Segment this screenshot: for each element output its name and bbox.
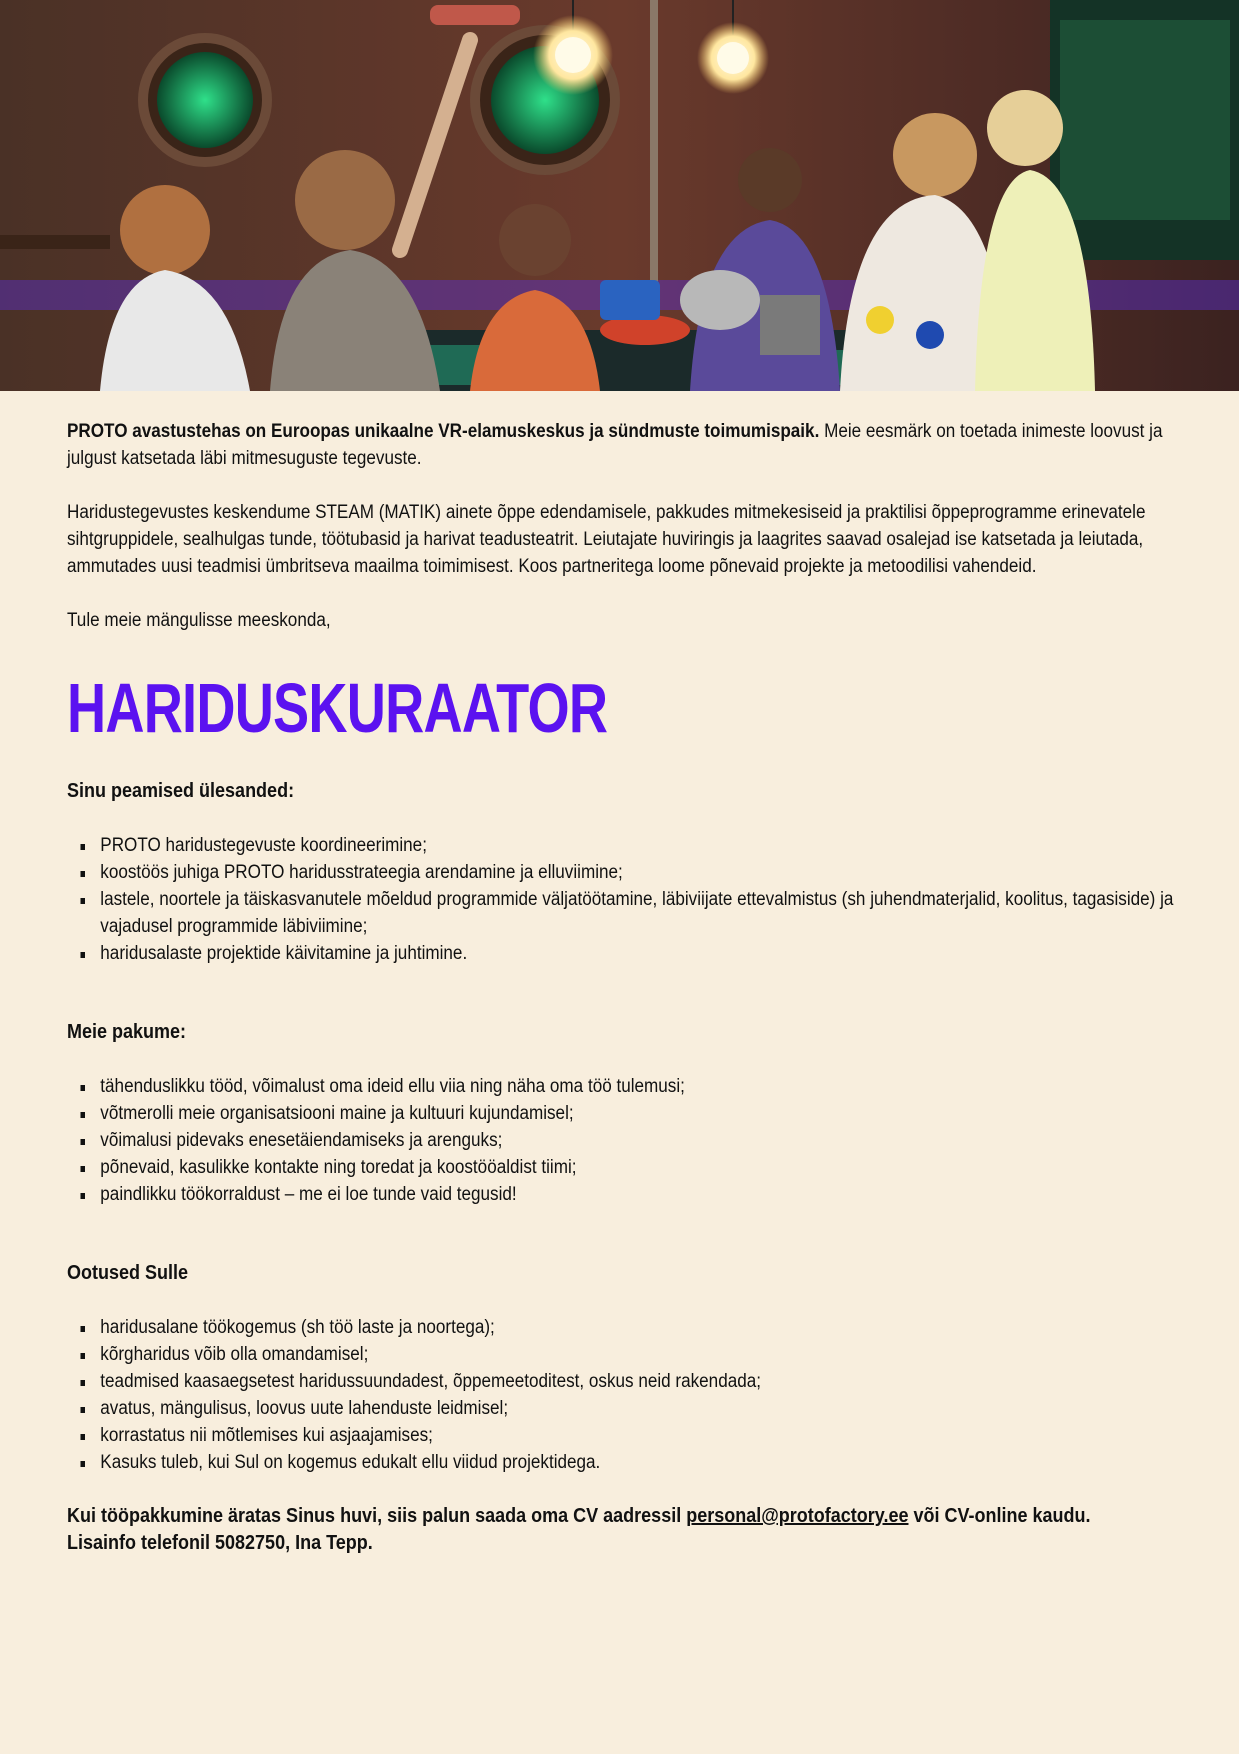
list-item: haridusalane töökogemus (sh töö laste ja noortega); [100, 1314, 1174, 1341]
list-item: lastele, noortele ja täiskasvanutele mõeldud programmide väljatöötamine, läbiviijate ettevalmistus (sh juhendmaterjalid, koolitus, tagasiside) ja vajadusel programmide läbiviimine; [100, 886, 1174, 940]
list-item: haridusalaste projektide käivitamine ja juhtimine. [100, 940, 1174, 967]
expectations-list [67, 1314, 1174, 1476]
education-paragraph: Haridustegevustes keskendume STEAM (MATIK) ainete õppe edendamisele, pakkudes mitmekesiseid ja praktilisi õppeprogramme erinevatele sihtgruppidele, sealhulgas tunde, töötubasid ja harivat teadusteatrit. Leiutajate huviringis ja laagrites saavad osalejad ise katsetada ja leiutada, ammutades uusi teadmisi ümbritseva maailma toimimisest. Koos partneritega loome põnevaid projekte ja metoodilisi vahendeid. [67, 502, 1146, 577]
list-item: tähenduslikku tööd, võimalust oma ideid ellu viia ning näha oma töö tulemusi; [100, 1073, 1174, 1100]
list-item: põnevaid, kasulikke kontakte ning toredat ja koostööaldist tiimi; [100, 1154, 1174, 1181]
list-item: võtmerolli meie organisatsiooni maine ja kultuuri kujundamisel; [100, 1100, 1174, 1127]
list-item: Kasuks tuleb, kui Sul on kogemus edukalt ellu viidud projektidega. [100, 1449, 1174, 1476]
hero-illustration [0, 0, 1239, 391]
list-item: kõrgharidus võib olla omandamisel; [100, 1341, 1174, 1368]
list-item: teadmised kaasaegsetest haridussuundadest, õppemeetoditest, oskus neid rakendada; [100, 1368, 1174, 1395]
email-link[interactable]: personal@protofactory.ee [686, 1505, 909, 1527]
tasks-list [67, 832, 1174, 967]
contact-block [67, 1503, 1174, 1557]
list-item: koostöös juhiga PROTO haridusstrateegia arendamine ja elluviimine; [100, 859, 1174, 886]
list-item: avatus, mängulisus, loovus uute lahenduste leidmisel; [100, 1395, 1174, 1422]
list-item: korrastatus nii mõtlemises kui asjaajamises; [100, 1422, 1174, 1449]
intro-lead-rest: Meie eesmärk on toetada inimeste loovust ja julgust katsetada läbi mitmesuguste tegevuste. [67, 421, 1163, 469]
job-posting-content [67, 418, 1174, 1557]
job-title: HARIDUSKURAATOR [67, 669, 608, 747]
list-item: võimalusi pidevaks enesetäiendamiseks ja arenguks; [100, 1127, 1174, 1154]
offer-heading: Meie pakume: [67, 1021, 187, 1043]
hero-photo [0, 0, 1239, 391]
contact-text-after: või CV-online kaudu. [908, 1505, 1091, 1527]
intro-lead-bold: PROTO avastustehas on Euroopas unikaalne VR-elamuskeskus ja sündmuste toimumispaik. [67, 421, 820, 442]
contact-text-before: Kui tööpakkumine äratas Sinus huvi, siis palun saada oma CV aadressil [67, 1505, 687, 1527]
tasks-heading: Sinu peamised ülesanded: [67, 780, 295, 802]
intro-paragraph [67, 418, 1174, 472]
contact-line-1 [67, 1503, 1174, 1530]
expectations-heading: Ootused Sulle [67, 1262, 189, 1284]
contact-line-2: Lisainfo telefonil 5082750, Ina Tepp. [67, 1532, 373, 1554]
list-item: PROTO haridustegevuste koordineerimine; [100, 832, 1174, 859]
list-item: paindlikku töökorraldust – me ei loe tunde vaid tegusid! [100, 1181, 1174, 1208]
offer-list [67, 1073, 1174, 1208]
invite-text: Tule meie mängulisse meeskonda, [67, 610, 331, 631]
